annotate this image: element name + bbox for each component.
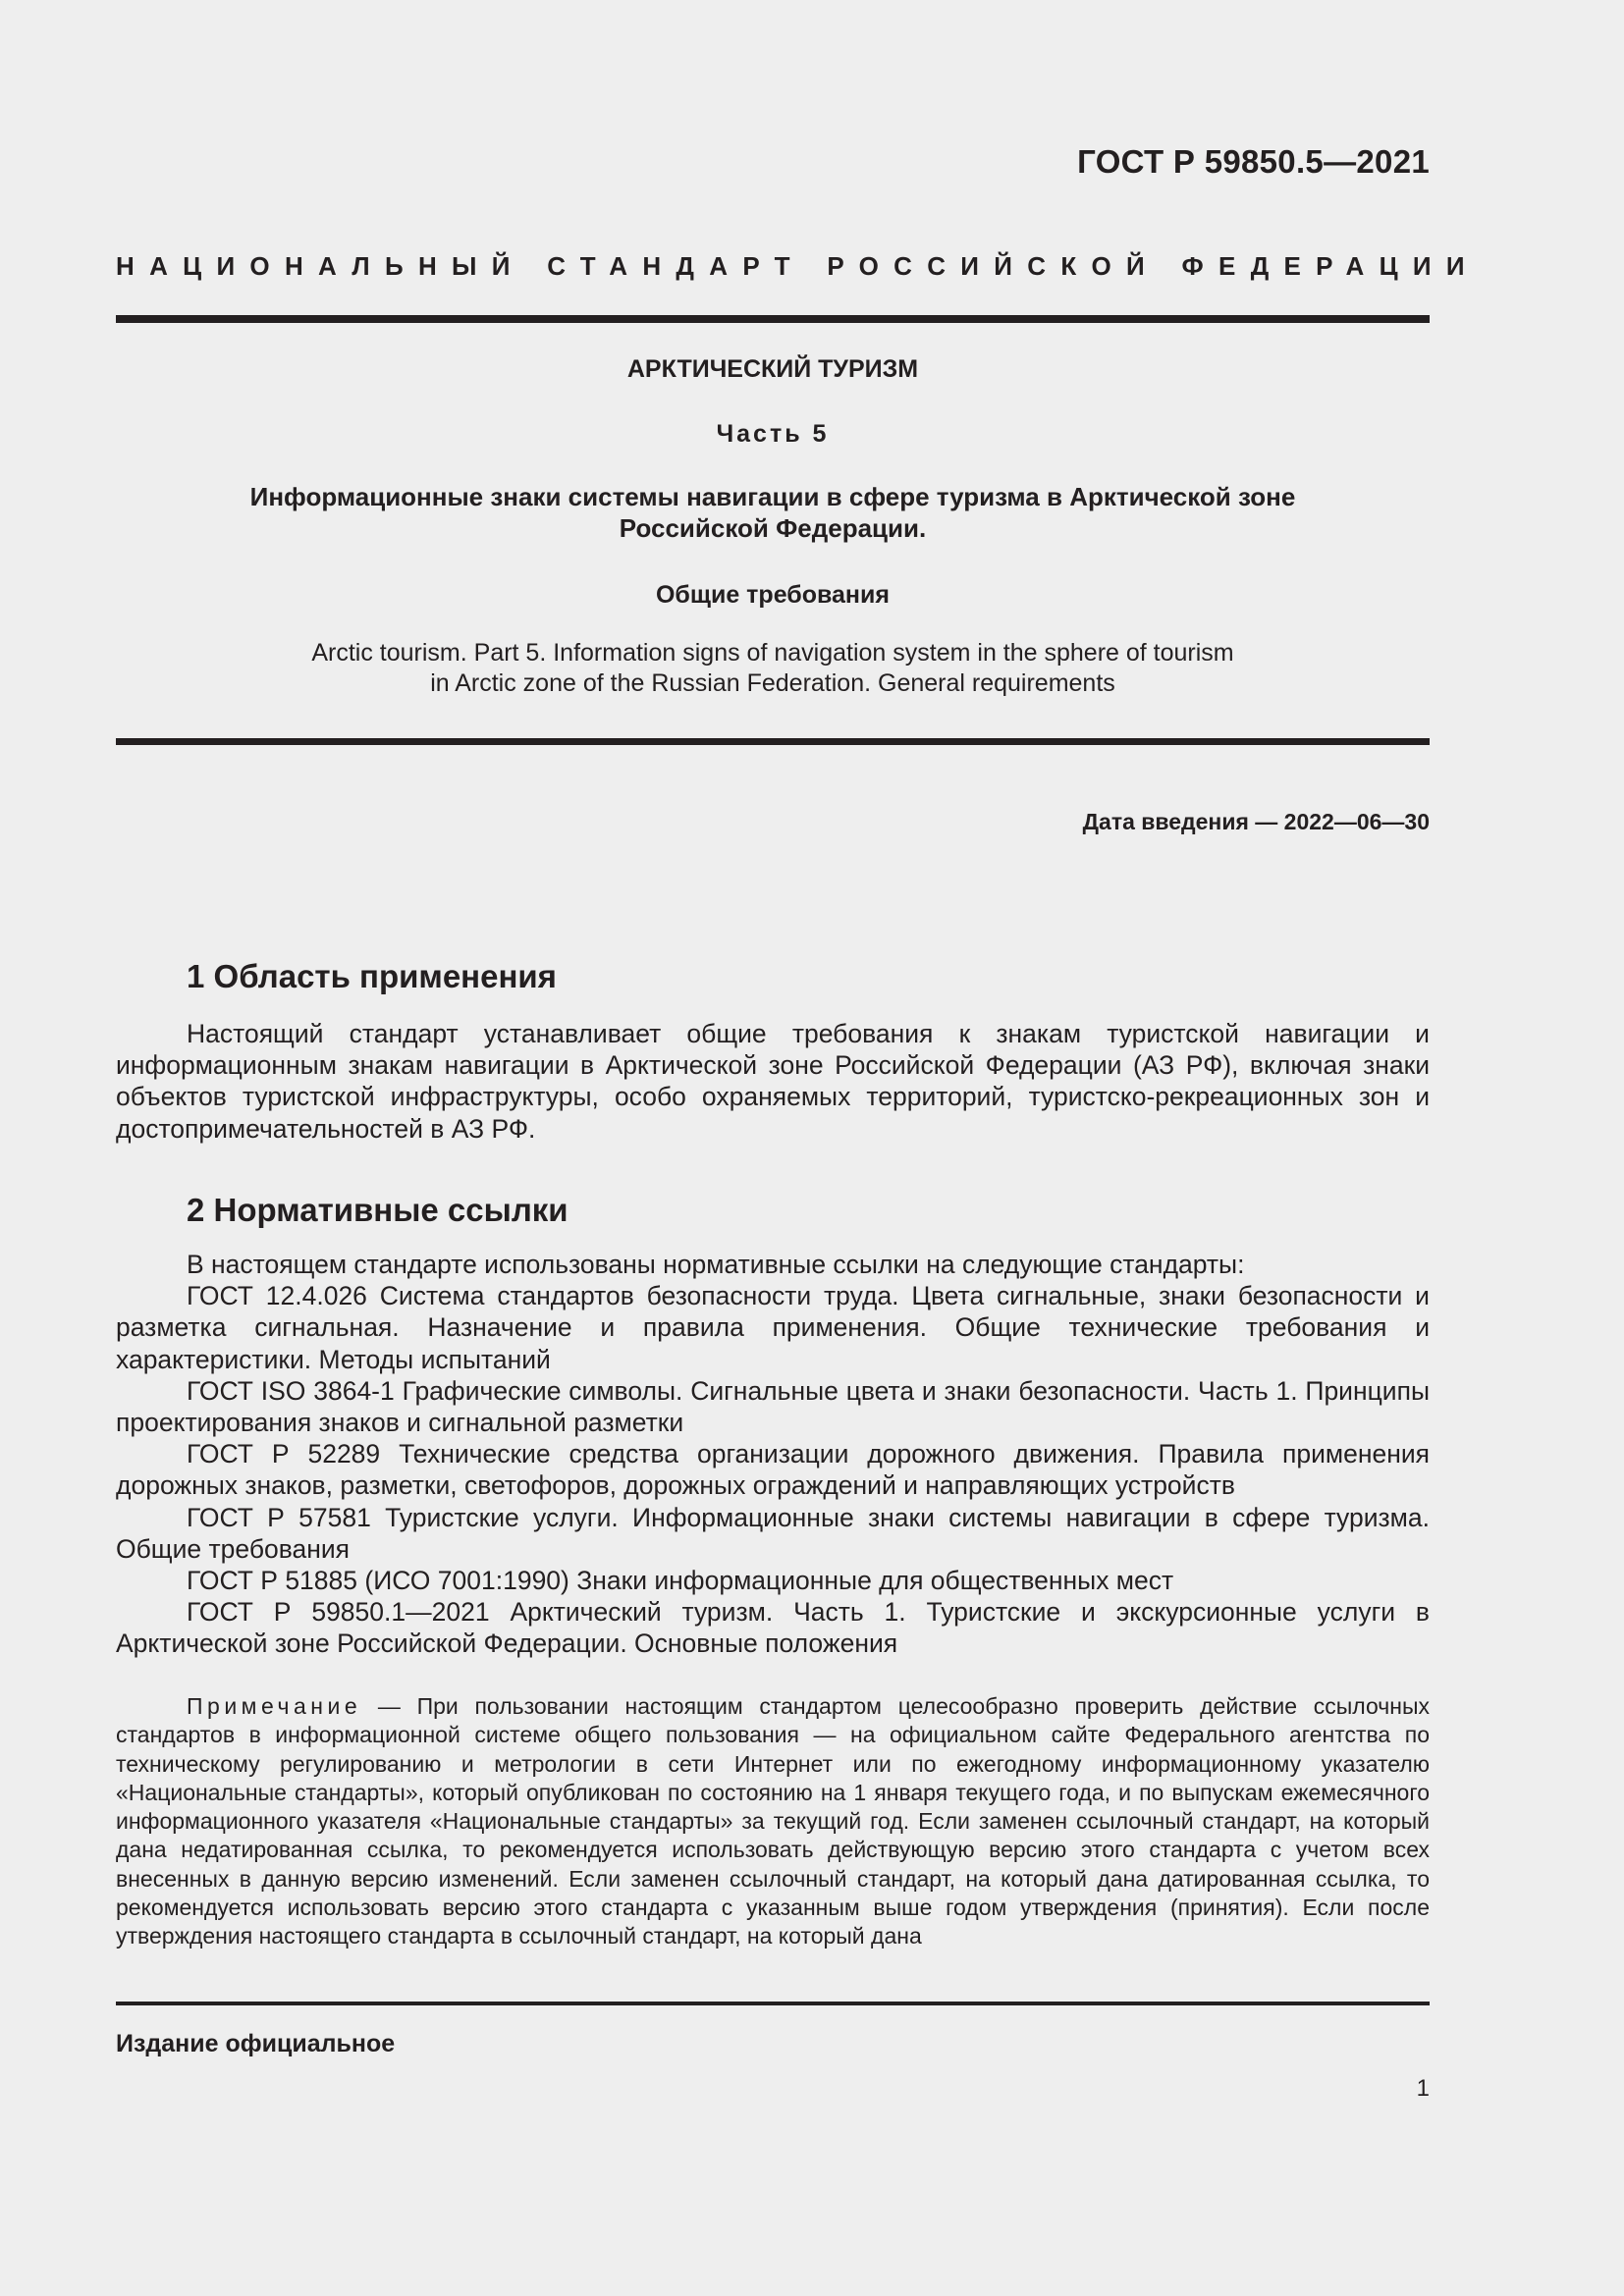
english-title-line-2: in Arctic zone of the Russian Federation. General requirements xyxy=(430,669,1115,697)
note-text: — При пользовании настоящим стандартом целесообразно проверить действие ссылочных стандартов в информационной системе общего пользования — на официальном сайте Федерального агентства по техническому регулированию и метрологии в сети Интернет или по ежегодному информационному указателю «Национальные стандарты», который опубликован по состоянию на 1 января текущего года, и по выпускам ежемесячного информационного указателя «Национальные стандарты» за текущий год. Если заменен ссылочный стандарт, на который дана недатированная ссылка, то рекомендуется использовать действующую версию этого стандарта с учетом всех внесенных в данную версию изменений. Если заменен ссылочный стандарт, на который дана датированная ссылка, то рекомендуется использовать версию этого стандарта с указанным выше годом утверждения (принятия). Если после утверждения настоящего стандарта в ссылочный стандарт, на который дана xyxy=(116,1693,1430,1949)
title-bottom-rule xyxy=(116,738,1430,745)
normative-references-list xyxy=(116,1249,1430,1660)
english-title xyxy=(116,638,1430,699)
document-title: АРКТИЧЕСКИЙ ТУРИЗМ xyxy=(626,355,919,383)
top-thick-rule xyxy=(116,315,1430,323)
section-2-heading: 2 Нормативные ссылки xyxy=(187,1192,568,1228)
national-standard-banner: НАЦИОНАЛЬНЫЙ СТАНДАРТ РОССИЙСКОЙ ФЕДЕРАЦИИ xyxy=(116,251,1480,281)
list-item: ГОСТ Р 52289 Технические средства организации дорожного движения. Правила применения дорожных знаков, разметки, светофоров, дорожных ограждений и направляющих устройств xyxy=(116,1439,1430,1501)
general-requirements-title: Общие требования xyxy=(655,581,890,609)
list-item: В настоящем стандарте использованы нормативные ссылки на следующие стандарты: xyxy=(187,1250,1245,1279)
standard-code: ГОСТ Р 59850.5—2021 xyxy=(1077,143,1430,180)
list-item: ГОСТ Р 57581 Туристские услуги. Информационные знаки системы навигации в сфере туризма. Общие требования xyxy=(116,1502,1430,1564)
list-item: ГОСТ ISO 3864-1 Графические символы. Сигнальные цвета и знаки безопасности. Часть 1. Принципы проектирования знаков и сигнальной разметки xyxy=(116,1375,1430,1438)
note-label: Примечание xyxy=(187,1693,362,1719)
part-label: Часть 5 xyxy=(716,420,830,448)
section-1-heading: 1 Область применения xyxy=(187,958,557,994)
subtitle-line-2: Российской Федерации. xyxy=(619,513,927,543)
official-edition-label: Издание официальное xyxy=(116,2030,396,2057)
list-item: ГОСТ Р 59850.1—2021 Арктический туризм. Часть 1. Туристские и экскурсионные услуги в Арктической зоне Российской Федерации. Основные положения xyxy=(116,1597,1430,1659)
references-note xyxy=(116,1692,1430,1951)
section-1-text: Настоящий стандарт устанавливает общие требования к знакам туристской навигации и информационным знакам навигации в Арктической зоне Российской Федерации (АЗ РФ), включая знаки объектов туристской инфраструктуры, особо охраняемых территорий, туристско-рекреационных зон и достопримечательностей в АЗ РФ. xyxy=(116,1019,1430,1144)
introduction-date: Дата введения — 2022—06—30 xyxy=(1082,809,1430,834)
list-item: ГОСТ Р 51885 (ИСО 7001:1990) Знаки информационные для общественных мест xyxy=(187,1566,1174,1596)
subtitle-line-1: Информационные знаки системы навигации в сфере туризма в Арктической зоне xyxy=(249,482,1296,511)
document-subtitle xyxy=(116,481,1430,544)
english-title-line-1: Arctic tourism. Part 5. Information signs of navigation system in the sphere of tourism xyxy=(311,639,1234,667)
list-item: ГОСТ 12.4.026 Система стандартов безопасности труда. Цвета сигнальные, знаки безопасности и разметка сигнальная. Назначение и правила применения. Общие технические требования и характеристики. Методы испытаний xyxy=(116,1281,1430,1374)
footer-rule xyxy=(116,2002,1430,2005)
page-number: 1 xyxy=(1416,2075,1430,2102)
